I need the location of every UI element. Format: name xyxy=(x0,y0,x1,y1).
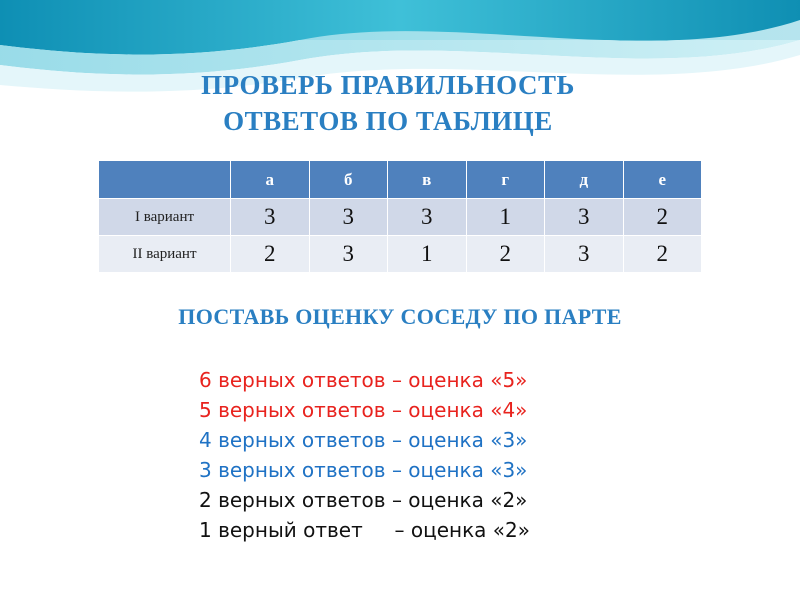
table-header-row xyxy=(99,161,702,199)
answers-table xyxy=(98,160,702,273)
grade-line: 5 верных ответов – оценка «4» xyxy=(199,398,528,422)
section-subtitle: ПОСТАВЬ ОЦЕНКУ СОСЕДУ ПО ПАРТЕ xyxy=(178,304,622,329)
table-cell: 3 xyxy=(309,236,388,273)
table-cell: 2 xyxy=(623,236,702,273)
row-label: I вариант xyxy=(99,199,231,236)
row-label: II вариант xyxy=(99,236,231,273)
column-header: г xyxy=(466,161,545,199)
grade-line: 6 верных ответов – оценка «5» xyxy=(199,368,528,392)
table-cell: 3 xyxy=(545,199,624,236)
column-header: д xyxy=(545,161,624,199)
table-cell: 3 xyxy=(231,199,310,236)
table-cell: 2 xyxy=(623,199,702,236)
table-cell: 2 xyxy=(466,236,545,273)
grade-line: 3 верных ответов – оценка «3» xyxy=(199,458,528,482)
table-row xyxy=(99,199,702,236)
column-header: а xyxy=(231,161,310,199)
table-header-corner xyxy=(99,161,231,199)
grade-line: 2 верных ответов – оценка «2» xyxy=(199,488,528,512)
grading-list xyxy=(199,365,530,545)
column-header: б xyxy=(309,161,388,199)
grade-line: 4 верных ответов – оценка «3» xyxy=(199,428,528,452)
table-cell: 1 xyxy=(388,236,467,273)
table-cell: 2 xyxy=(231,236,310,273)
table-cell: 3 xyxy=(388,199,467,236)
page-title-line-2: ОТВЕТОВ ПО ТАБЛИЦЕ xyxy=(223,106,553,136)
table-cell: 3 xyxy=(545,236,624,273)
column-header: в xyxy=(388,161,467,199)
grade-line: 1 верный ответ – оценка «2» xyxy=(199,518,530,542)
table-cell: 3 xyxy=(309,199,388,236)
column-header: е xyxy=(623,161,702,199)
table-cell: 1 xyxy=(466,199,545,236)
page-title-line-1: ПРОВЕРЬ ПРАВИЛЬНОСТЬ xyxy=(201,70,575,100)
table-row xyxy=(99,236,702,273)
